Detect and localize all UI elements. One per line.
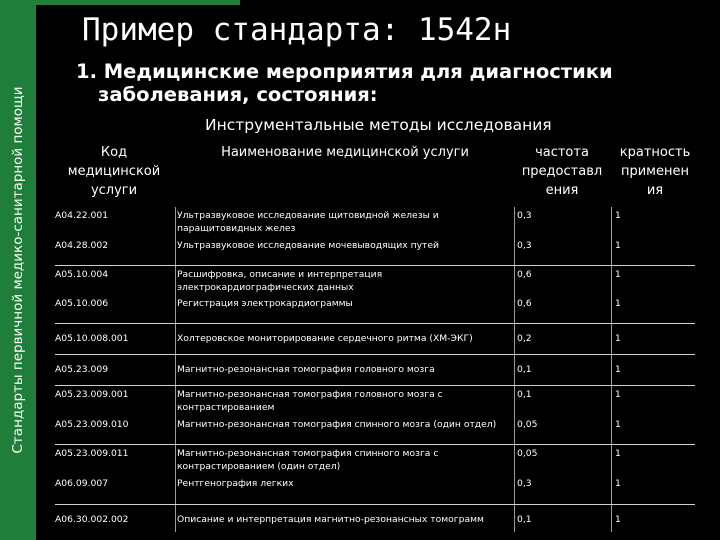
cell-name: Магнитно-резонансная томография головного мозга с контрастированием — [177, 389, 443, 413]
table-row — [55, 386, 695, 445]
cell-code: A05.23.009.001 — [55, 389, 129, 400]
sidebar-title: Стандарты первичной медико-санитарной помощи — [10, 86, 26, 454]
cell-frequency: 0,6 — [517, 269, 532, 280]
cell-code: A04.28.002 — [55, 240, 109, 251]
cell-name: Магнитно-резонансная томография спинного мозга (один отдел) — [177, 419, 497, 430]
header-freq-line: предоставл — [521, 164, 603, 179]
cell-multiplicity: 1 — [615, 298, 621, 309]
cell-multiplicity: 1 — [615, 448, 621, 459]
cell-multiplicity: 1 — [615, 333, 621, 344]
cell-frequency: 0,1 — [517, 389, 532, 400]
cell-code: A05.10.004 — [55, 269, 109, 280]
table-row — [55, 355, 695, 386]
cell-name: Магнитно-резонансная томография спинного мозга с контрастированием (один отдел) — [177, 448, 439, 472]
cell-frequency: 0,05 — [517, 419, 538, 430]
table-row — [55, 324, 695, 355]
table-row — [55, 505, 695, 535]
table-row — [55, 266, 695, 324]
header-mult-line: кратность — [619, 145, 691, 160]
cell-code: A06.30.002.002 — [55, 514, 129, 525]
cell-code: A04.22.001 — [55, 210, 109, 221]
header-mult-line: применен — [620, 164, 689, 179]
cell-name: Ультразвуковое исследование мочевыводящих путей — [177, 240, 440, 251]
section-heading — [76, 60, 676, 106]
cell-frequency: 0,05 — [517, 448, 538, 459]
cell-name: Магнитно-резонансная томография головного мозга — [177, 364, 435, 375]
column-header-frequency — [515, 143, 609, 200]
cell-code: A06.09.007 — [55, 478, 109, 489]
cell-frequency: 0,3 — [517, 478, 532, 489]
cell-multiplicity: 1 — [615, 389, 621, 400]
cell-frequency: 0,1 — [517, 364, 532, 375]
cell-code: A05.10.006 — [55, 298, 109, 309]
cell-multiplicity: 1 — [615, 419, 621, 430]
cell-frequency: 0,3 — [517, 240, 532, 251]
header-freq-line: частота — [535, 145, 589, 160]
cell-multiplicity: 1 — [615, 210, 621, 221]
header-code-line: медицинской — [67, 164, 161, 179]
cell-multiplicity: 1 — [615, 364, 621, 375]
cell-name: Регистрация электрокардиограммы — [177, 298, 353, 309]
cell-frequency: 0,3 — [517, 210, 532, 221]
cell-name: Рентгенография легких — [177, 478, 294, 489]
column-header-code — [55, 143, 173, 200]
table-header — [55, 143, 715, 205]
header-freq-line: ения — [545, 183, 579, 198]
header-mult-line: ия — [646, 183, 664, 198]
cell-multiplicity: 1 — [615, 269, 621, 280]
table-row — [55, 207, 695, 266]
cell-frequency: 0,2 — [517, 333, 532, 344]
cell-name: Описание и интерпретация магнитно-резонансных томограмм — [177, 514, 484, 525]
column-header-name: Наименование медицинской услуги — [221, 145, 469, 160]
accent-bar — [36, 0, 240, 5]
section-heading-line2: заболевания, состояния: — [98, 83, 378, 106]
column-header-multiplicity — [613, 143, 697, 200]
cell-name: Ультразвуковое исследование щитовидной железы и паращитовидных желез — [177, 210, 439, 234]
table-row — [55, 445, 695, 505]
cell-frequency: 0,6 — [517, 298, 532, 309]
cell-name: Расшифровка, описание и интерпретация электрокардиографических данных — [177, 269, 383, 293]
header-code-line: услуги — [90, 183, 138, 198]
cell-multiplicity: 1 — [615, 514, 621, 525]
sidebar — [0, 0, 36, 540]
cell-code: A05.23.009.011 — [55, 448, 129, 459]
section-heading-line1: 1. Медицинские мероприятия для диагностики — [76, 60, 613, 83]
header-code-line: Код — [100, 145, 128, 160]
cell-code: A05.23.009 — [55, 364, 109, 375]
cell-multiplicity: 1 — [615, 240, 621, 251]
cell-multiplicity: 1 — [615, 478, 621, 489]
cell-code: A05.10.008.001 — [55, 333, 129, 344]
cell-name: Холтеровское мониторирование сердечного ритма (ХМ-ЭКГ) — [177, 333, 473, 344]
slide-title: Пример стандарта: 1542н — [82, 12, 512, 48]
cell-code: A05.23.009.010 — [55, 419, 129, 430]
table-caption: Инструментальные методы исследования — [205, 116, 552, 134]
table-body — [55, 207, 695, 535]
cell-frequency: 0,1 — [517, 514, 532, 525]
